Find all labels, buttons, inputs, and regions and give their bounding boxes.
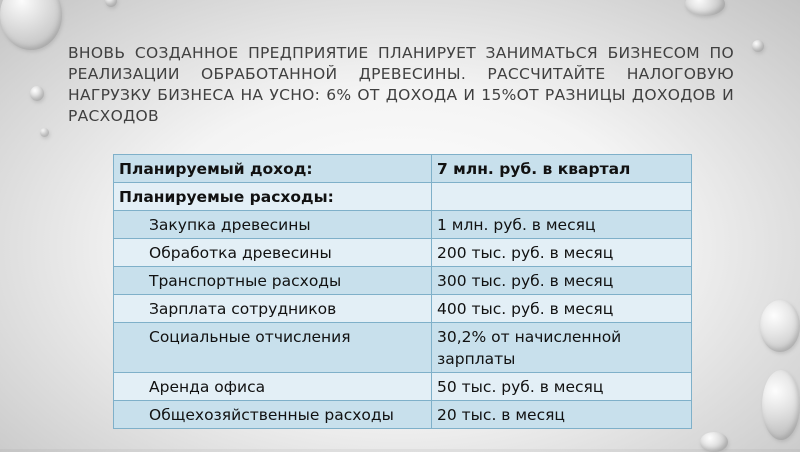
water-drop-decoration [0,0,62,50]
row-value: 7 млн. руб. в квартал [432,155,692,183]
table-row [114,323,692,373]
table-row [114,373,692,401]
water-drop-decoration [30,86,44,101]
water-drop-decoration [752,40,764,52]
expense-table [113,154,692,429]
water-drop-decoration [685,0,725,16]
table-row [114,183,692,211]
table-row [114,211,692,239]
row-label: Обработка древесины [114,239,432,267]
row-label: Транспортные расходы [114,267,432,295]
water-drop-decoration [105,0,117,7]
row-label: Планируемый доход: [114,155,432,183]
row-value: 300 тыс. руб. в месяц [432,267,692,295]
slide-title: ВНОВЬ СОЗДАННОЕ ПРЕДПРИЯТИЕ ПЛАНИРУЕТ ЗАНИМАТЬСЯ БИЗНЕСОМ ПО РЕАЛИЗАЦИИ ОБРАБОТАННОЙ ДРЕВЕСИНЫ. РАССЧИТАЙТЕ НАЛОГОВУЮ НАГРУЗКУ БИЗНЕСА НА УСНО: 6% ОТ ДОХОДА И 15%ОТ РАЗНИЦЫ ДОХОДОВ И РАСХОДОВ [68,44,734,125]
row-label: Планируемые расходы: [114,183,432,211]
table-row [114,155,692,183]
table-row [114,401,692,429]
row-label: Закупка древесины [114,211,432,239]
row-value: 50 тыс. руб. в месяц [432,373,692,401]
table-row [114,295,692,323]
row-value: 30,2% от начисленной зарплаты [432,323,692,373]
water-drop-decoration [760,300,800,352]
row-value [432,183,692,211]
row-label: Зарплата сотрудников [114,295,432,323]
water-drop-decoration [40,128,49,137]
water-drop-decoration [762,370,800,440]
row-value: 200 тыс. руб. в месяц [432,239,692,267]
table-row [114,239,692,267]
row-value: 400 тыс. руб. в месяц [432,295,692,323]
row-value: 20 тыс. в месяц [432,401,692,429]
row-value: 1 млн. руб. в месяц [432,211,692,239]
row-label: Аренда офиса [114,373,432,401]
row-label: Социальные отчисления [114,323,432,373]
row-label: Общехозяйственные расходы [114,401,432,429]
table-row [114,267,692,295]
water-drop-decoration [700,432,728,452]
